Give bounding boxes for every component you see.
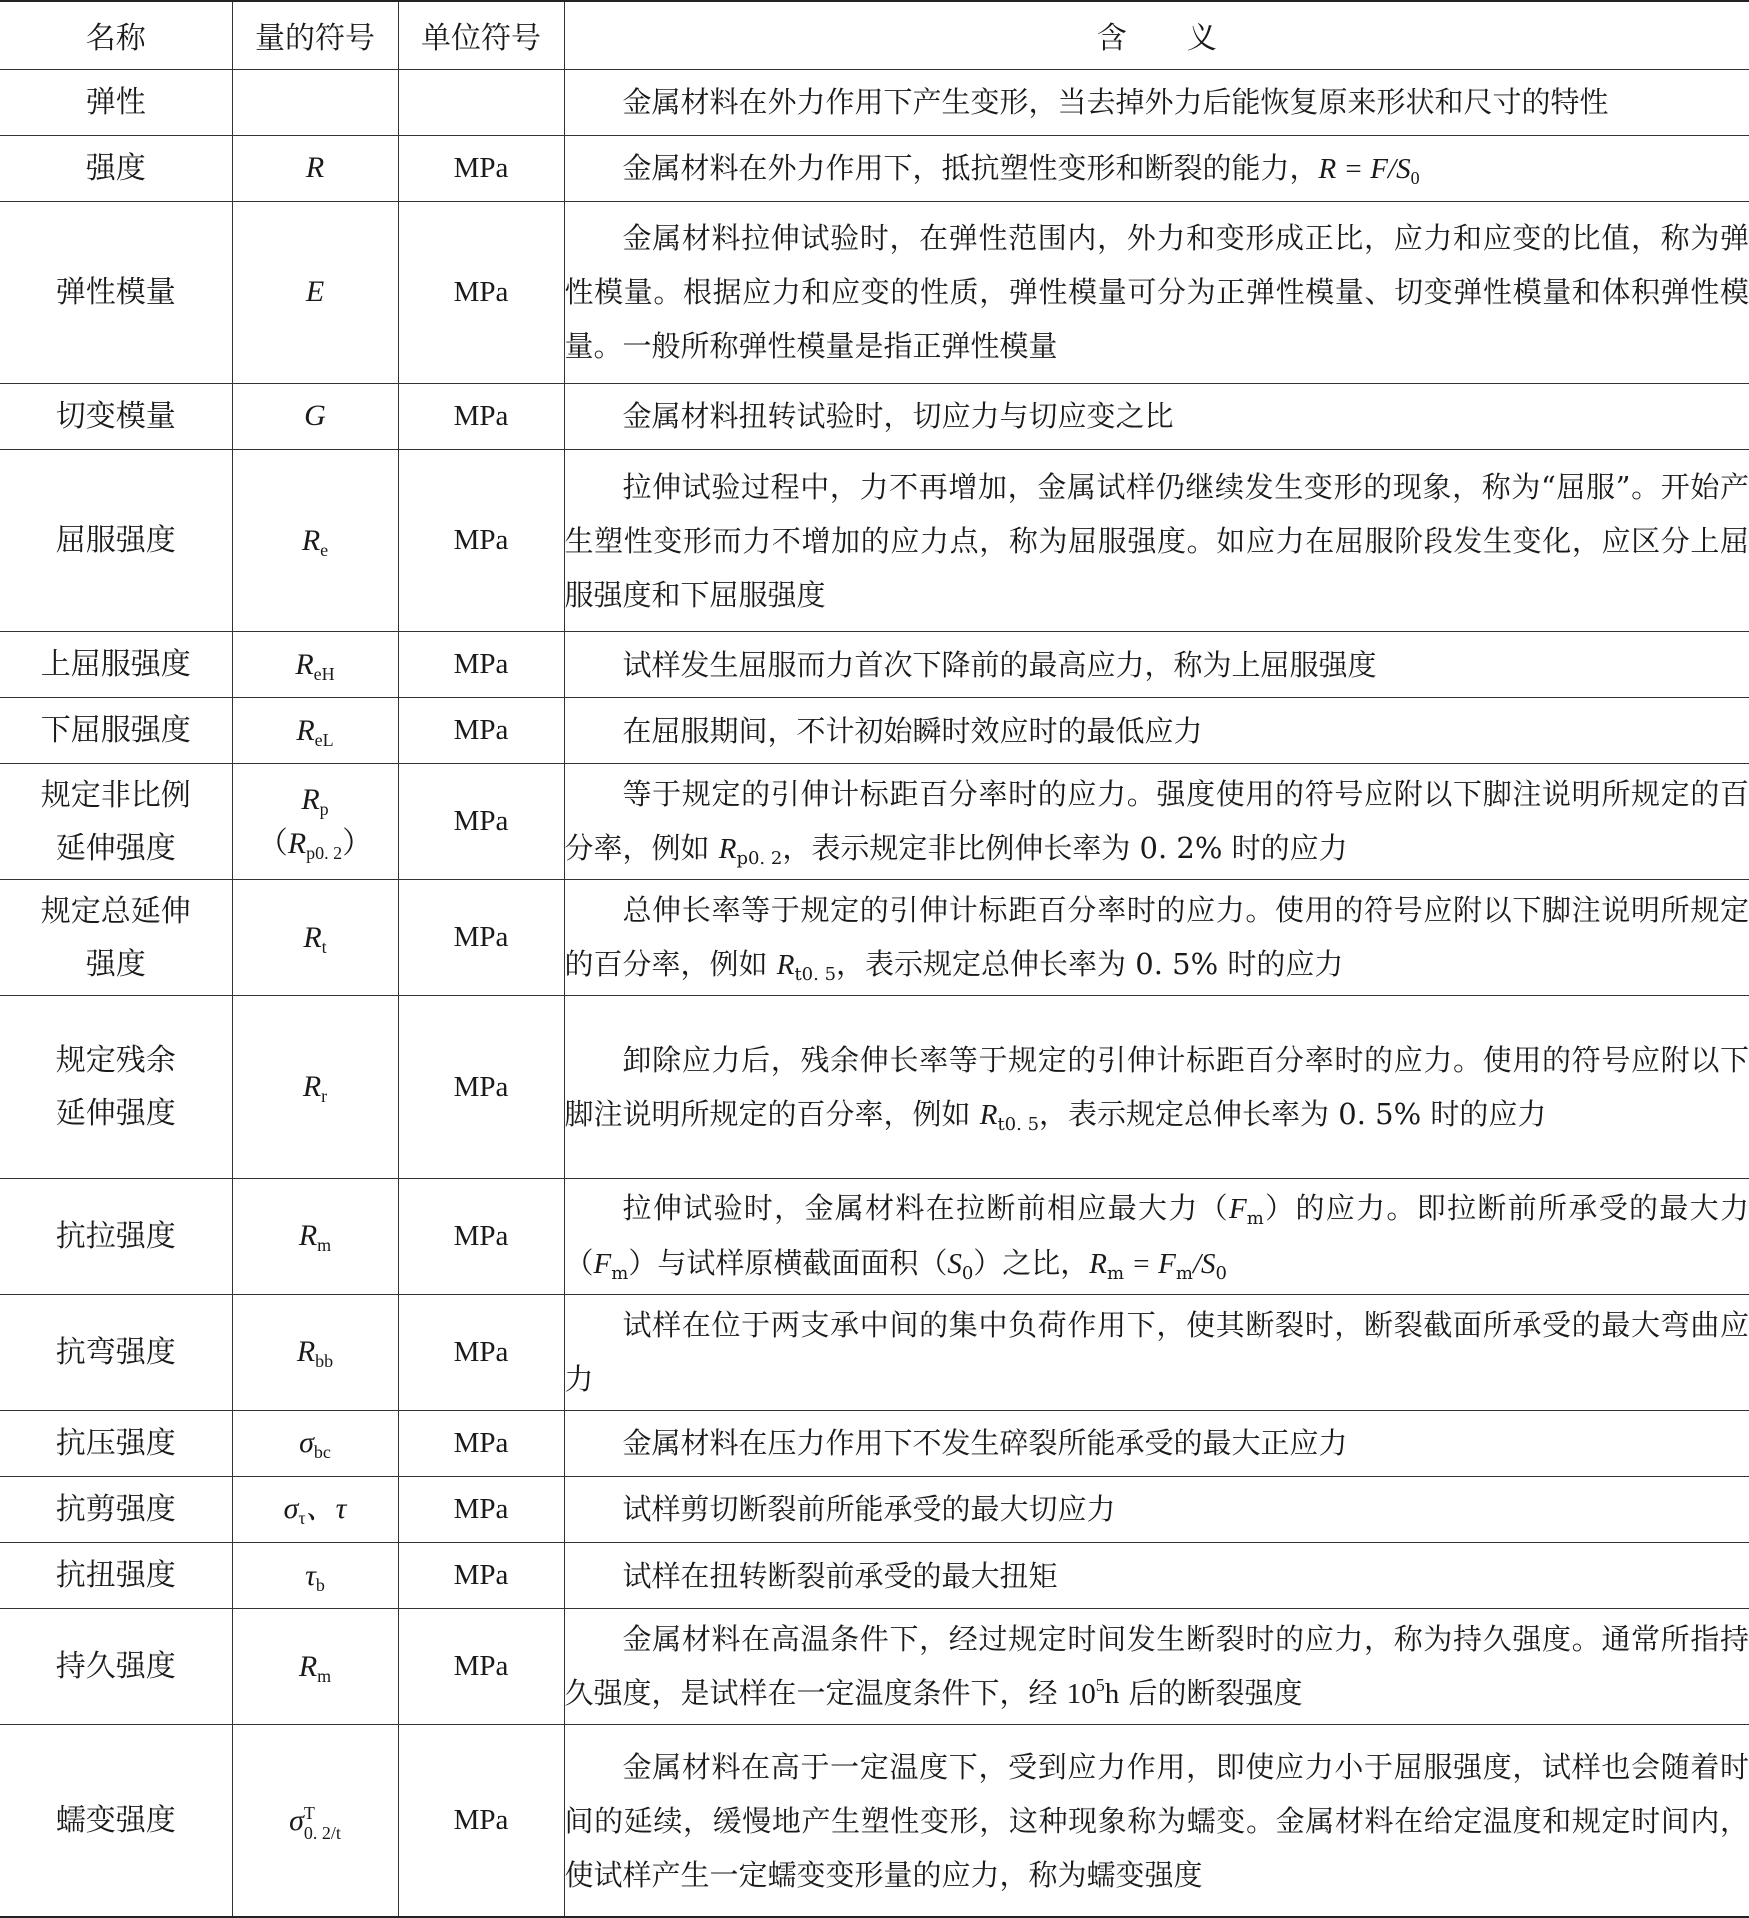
example-subscript: p0. 2	[736, 848, 783, 870]
symbol-subscript: b	[315, 1574, 325, 1595]
property-symbol	[232, 996, 398, 1178]
meaning-text: 拉伸试验过程中，力不再增加，金属试样仍继续发生变形的现象，称为“屈服”。开始产生塑性变形而力不增加的应力点，称为屈服强度。如应力在屈服阶段发生变化，应区分上屈服强度和下屈服强度	[564, 469, 1749, 612]
force-symbol: F	[593, 1248, 612, 1281]
property-symbol	[232, 135, 398, 201]
property-unit: MPa	[398, 1543, 564, 1609]
property-unit: MPa	[398, 764, 564, 880]
property-meaning	[564, 1476, 1749, 1542]
header-symbol: 量的符号	[232, 1, 398, 69]
symbol-base: R	[298, 1649, 318, 1683]
property-unit: MPa	[398, 383, 564, 449]
property-meaning	[564, 880, 1749, 996]
property-meaning	[564, 1725, 1749, 1917]
property-name: 抗剪强度	[0, 1476, 232, 1542]
property-unit: MPa	[398, 996, 564, 1178]
table-row	[0, 1178, 1749, 1294]
property-meaning	[564, 1294, 1749, 1410]
property-symbol	[232, 69, 398, 135]
meaning-text: 试样在位于两支承中间的集中负荷作用下，使其断裂时，断裂截面所承受的最大弯曲应力	[564, 1308, 1749, 1397]
example-symbol: R	[979, 1098, 998, 1131]
property-meaning	[564, 632, 1749, 698]
property-name: 切变模量	[0, 383, 232, 449]
meaning-text: ）之比，	[973, 1246, 1090, 1281]
property-symbol	[232, 1725, 398, 1917]
table-row	[0, 698, 1749, 764]
property-symbol	[232, 201, 398, 383]
meaning-text: 金属材料在高温条件下，经过规定时间发生断裂时的应力，称为持久强度。通常所指持久强度，是试样在一定温度条件下，经	[564, 1622, 1749, 1711]
meaning-text: 金属材料在外力作用下产生变形，当去掉外力后能恢复原来形状和尺寸的特性	[622, 85, 1609, 120]
table-row	[0, 632, 1749, 698]
power-base: 10	[1066, 1678, 1096, 1711]
meaning-text: 拉伸试验时，金属材料在拉断前相应最大力（	[622, 1191, 1229, 1226]
name-line-1: 规定非比例	[40, 777, 191, 813]
area-symbol: S	[947, 1248, 962, 1281]
table-row	[0, 880, 1749, 996]
property-unit: MPa	[398, 632, 564, 698]
property-name	[0, 880, 232, 996]
table-row	[0, 1609, 1749, 1725]
table-row	[0, 1476, 1749, 1542]
symbol-base: σ	[283, 1492, 299, 1526]
name-line-2: 延伸强度	[55, 830, 176, 866]
property-unit: MPa	[398, 1294, 564, 1410]
symbol-base: R	[302, 1070, 322, 1104]
formula-subscript: m	[1107, 1263, 1125, 1285]
name-line-1: 规定残余	[55, 1043, 176, 1079]
table-row	[0, 1294, 1749, 1410]
property-name: 抗弯强度	[0, 1294, 232, 1410]
property-meaning	[564, 764, 1749, 880]
symbol-alt: 、τ	[305, 1492, 347, 1526]
property-name: 强度	[0, 135, 232, 201]
property-meaning	[564, 69, 1749, 135]
symbol-base: R	[296, 713, 315, 747]
property-name: 下屈服强度	[0, 698, 232, 764]
symbol-subscript: bb	[315, 1351, 334, 1372]
force-subscript: m	[1246, 1208, 1264, 1230]
property-unit: MPa	[398, 135, 564, 201]
example-symbol: R	[718, 833, 737, 866]
property-symbol	[232, 698, 398, 764]
example-subscript: t0. 5	[794, 964, 837, 986]
formula-subscript: 0	[1410, 167, 1420, 188]
symbol-base: τ	[305, 1558, 316, 1592]
property-symbol	[232, 1410, 398, 1476]
symbol-subscript: m	[317, 1235, 332, 1256]
meaning-text: ）与试样原横截面面积（	[628, 1246, 948, 1281]
property-unit: MPa	[398, 880, 564, 996]
property-unit	[398, 69, 564, 135]
property-meaning	[564, 201, 1749, 383]
property-meaning	[564, 135, 1749, 201]
property-symbol	[232, 383, 398, 449]
property-unit: MPa	[398, 1410, 564, 1476]
table-row	[0, 69, 1749, 135]
header-name: 名称	[0, 1, 232, 69]
symbol-base: R	[295, 647, 314, 681]
symbol-base: R	[301, 782, 320, 816]
property-unit: MPa	[398, 449, 564, 631]
property-symbol	[232, 632, 398, 698]
symbol-base: σ	[299, 1426, 314, 1460]
property-unit: MPa	[398, 1178, 564, 1294]
meaning-text: 总伸长率等于规定的引伸计标距百分率时的应力。使用的符号应附以下脚注说明所规定的百分率，例如	[564, 893, 1749, 982]
property-name: 抗扭强度	[0, 1543, 232, 1609]
symbol-subscript: eL	[314, 729, 334, 750]
table-row	[0, 449, 1749, 631]
name-line-2: 延伸强度	[55, 1096, 176, 1132]
formula: = F	[1124, 1248, 1176, 1281]
symbol-alt-subscript: p0. 2	[306, 842, 343, 863]
property-unit: MPa	[398, 201, 564, 383]
formula-subscript: m	[1175, 1263, 1193, 1285]
meaning-text: 后的断裂强度	[1119, 1676, 1303, 1711]
symbol-alt-base: R	[287, 826, 307, 860]
area-subscript: 0	[961, 1263, 974, 1285]
property-symbol	[232, 1543, 398, 1609]
property-symbol	[232, 1178, 398, 1294]
meaning-text: 试样剪切断裂前所能承受的最大切应力	[622, 1492, 1116, 1527]
meaning-text: 卸除应力后，残余伸长率等于规定的引伸计标距百分率时的应力。使用的符号应附以下脚注说明所规定的百分率，例如	[564, 1042, 1749, 1131]
symbol-subscript: eH	[313, 663, 335, 684]
property-meaning	[564, 996, 1749, 1178]
property-unit: MPa	[398, 1609, 564, 1725]
symbol-base: σ	[289, 1803, 304, 1837]
property-name: 屈服强度	[0, 449, 232, 631]
property-meaning	[564, 1178, 1749, 1294]
meaning-text: ，表示规定总伸长率为 0. 5% 时的应力	[1039, 1096, 1547, 1131]
meaning-text: 等于规定的引伸计标距百分率时的应力。强度使用的符号应附以下脚注说明所规定的百分率，例如	[564, 777, 1749, 866]
header-row	[0, 1, 1749, 69]
symbol-subscript: e	[320, 539, 329, 560]
property-meaning	[564, 383, 1749, 449]
power-exponent: 5	[1095, 1675, 1105, 1696]
name-line-1: 规定总延伸	[40, 893, 191, 929]
property-unit: MPa	[398, 1725, 564, 1917]
symbol-superscript: T	[303, 1802, 315, 1823]
meaning-text: 试样在扭转断裂前承受的最大扭矩	[622, 1558, 1058, 1593]
meaning-text: 金属材料在高于一定温度下，受到应力作用，即使应力小于屈服强度，试样也会随着时间的延续，缓慢地产生塑性变形，这种现象称为蠕变。金属材料在给定温度和规定时间内，使试样产生一定蠕变变形量的应力，称为蠕变强度	[564, 1749, 1749, 1892]
symbol-subscript: t	[321, 936, 327, 957]
property-name: 抗压强度	[0, 1410, 232, 1476]
table-row	[0, 996, 1749, 1178]
header-unit: 单位符号	[398, 1, 564, 69]
symbol-subscript: r	[321, 1086, 328, 1107]
property-symbol	[232, 449, 398, 631]
symbol-subscript: bc	[313, 1442, 331, 1463]
symbol-subscript: p	[319, 798, 329, 819]
property-symbol	[232, 764, 398, 880]
table-row	[0, 201, 1749, 383]
property-unit: MPa	[398, 698, 564, 764]
example-symbol: R	[776, 949, 795, 982]
meaning-text: ，表示规定非比例伸长率为 0. 2% 时的应力	[782, 831, 1348, 866]
example-subscript: t0. 5	[997, 1113, 1040, 1135]
symbol-base: R	[301, 523, 321, 557]
property-meaning	[564, 1609, 1749, 1725]
meaning-text: 金属材料在压力作用下不发生碎裂所能承受的最大正应力	[622, 1426, 1348, 1461]
formula: R = F/S	[1318, 152, 1411, 185]
name-line-2: 强度	[85, 946, 146, 982]
table-row	[0, 135, 1749, 201]
meaning-text: ，表示规定总伸长率为 0. 5% 时的应力	[836, 947, 1344, 982]
meaning-text: 金属材料拉伸试验时，在弹性范围内，外力和变形成正比，应力和应变的比值，称为弹性模量。根据应力和应变的性质，弹性模量可分为正弹性模量、切变弹性模量和体积弹性模量。一般所称弹性模量是指正弹性模量	[564, 221, 1749, 364]
symbol-subscript: m	[317, 1665, 332, 1686]
symbol-subscript: 0. 2/t	[303, 1822, 341, 1843]
table-row	[0, 764, 1749, 880]
property-symbol	[232, 1609, 398, 1725]
meaning-text: 在屈服期间，不计初始瞬时效应时的最低应力	[622, 713, 1203, 748]
force-symbol: F	[1229, 1193, 1247, 1226]
property-meaning	[564, 449, 1749, 631]
power-unit: h	[1104, 1678, 1120, 1711]
table-row	[0, 1725, 1749, 1917]
symbol-subscript: τ	[298, 1508, 306, 1529]
force-subscript: m	[611, 1263, 629, 1285]
property-name: 上屈服强度	[0, 632, 232, 698]
symbol-base: G	[304, 399, 326, 433]
table-row	[0, 1543, 1749, 1609]
property-name: 蠕变强度	[0, 1725, 232, 1917]
property-name: 弹性	[0, 69, 232, 135]
property-unit: MPa	[398, 1476, 564, 1542]
property-meaning	[564, 698, 1749, 764]
paren-close: ）	[342, 826, 373, 860]
property-symbol	[232, 1476, 398, 1542]
symbol-scripts	[304, 1803, 341, 1843]
paren-open: （	[257, 826, 288, 860]
meaning-text: 试样发生屈服而力首次下降前的最高应力，称为上屈服强度	[622, 647, 1377, 682]
meaning-text: 金属材料在外力作用下，抵抗塑性变形和断裂的能力，	[622, 150, 1319, 185]
symbol-base: R	[298, 1219, 318, 1253]
formula: R	[1089, 1248, 1108, 1281]
symbol-base: R	[296, 1335, 316, 1369]
property-name: 抗拉强度	[0, 1178, 232, 1294]
meaning-text: 金属材料扭转试验时，切应力与切应变之比	[622, 399, 1174, 434]
symbol-base: E	[305, 275, 325, 309]
meaning-text: ）的应力。即拉断前所承受的最大力（	[564, 1191, 1749, 1281]
property-meaning	[564, 1410, 1749, 1476]
property-name: 弹性模量	[0, 201, 232, 383]
formula: /S	[1192, 1248, 1216, 1281]
symbol-base: R	[305, 151, 325, 185]
header-meaning: 含 义	[564, 1, 1749, 69]
symbol-base: R	[303, 920, 322, 954]
property-name	[0, 996, 232, 1178]
property-name	[0, 764, 232, 880]
property-name: 持久强度	[0, 1609, 232, 1725]
table-row	[0, 1410, 1749, 1476]
property-symbol	[232, 880, 398, 996]
property-meaning	[564, 1543, 1749, 1609]
property-symbol	[232, 1294, 398, 1410]
table-row	[0, 383, 1749, 449]
formula-subscript: 0	[1215, 1263, 1227, 1285]
